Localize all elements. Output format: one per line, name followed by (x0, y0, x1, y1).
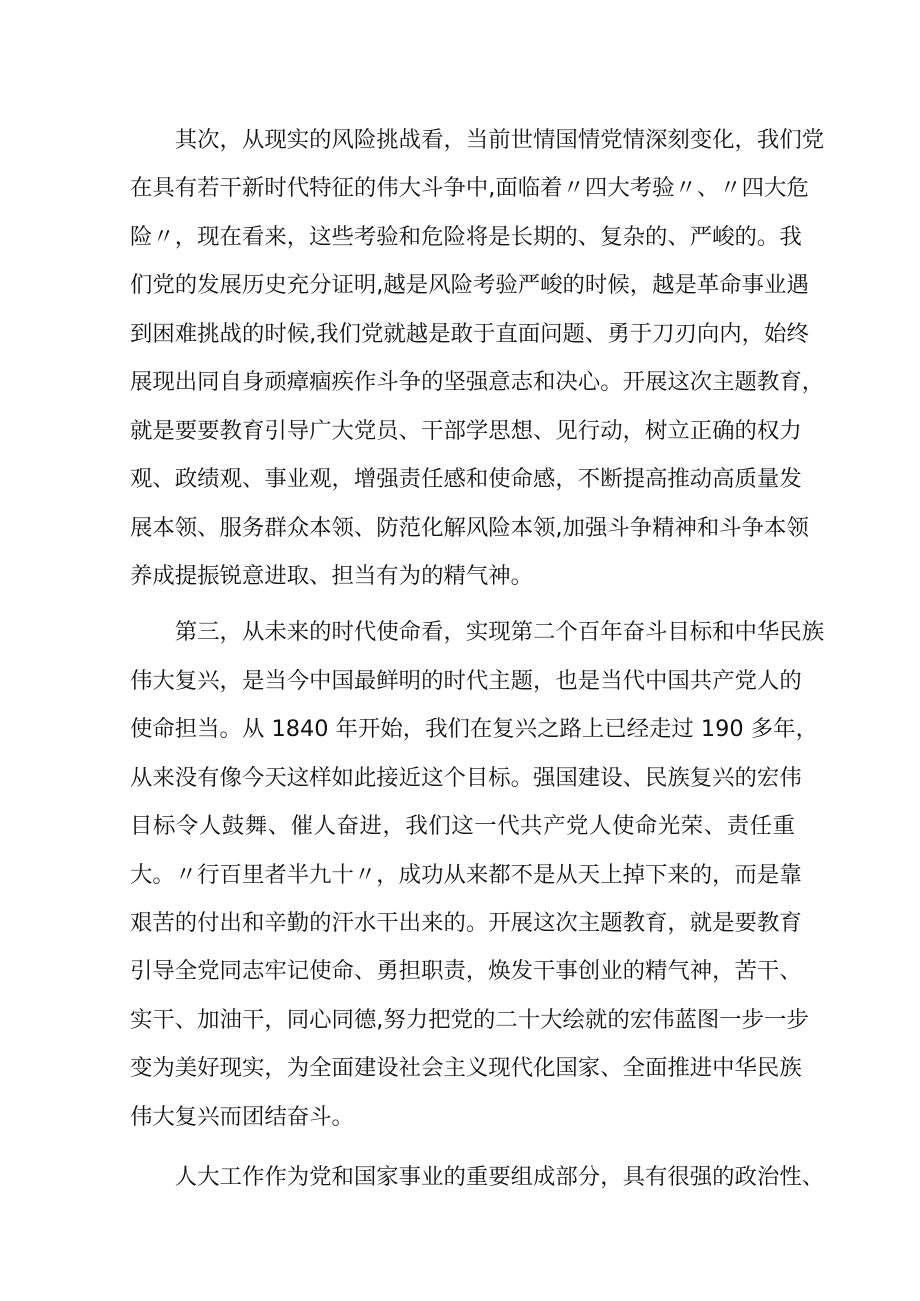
paragraph-risk-challenges (130, 116, 825, 600)
text-line: 实干、加油干，同心同德,努力把党的二十大绘就的宏伟蓝图一步一步 (130, 1006, 809, 1033)
text-line: 展现出同自身顽瘴痼疾作斗争的坚强意志和决心。开展这次主题教育， (130, 369, 825, 396)
text-line: 险〃，现在看来，这些考验和危险将是长期的、复杂的、严峻的。我 (130, 223, 802, 250)
text-line: 变为美好现实，为全面建设社会主义现代化国家、全面推进中华民族 (130, 1055, 802, 1082)
text-line: 艰苦的付出和辛勤的汗水干出来的。开展这次主题教育，就是要教育 (130, 910, 802, 936)
text-line: 人大工作作为党和国家事业的重要组成部分，具有很强的政治性、 (130, 1164, 825, 1191)
paragraph-npc-work (130, 1153, 825, 1201)
paragraph-spacer (130, 1141, 795, 1153)
text-line: 引导全党同志牢记使命、勇担职责，焕发干事创业的精气神，苦干、 (130, 958, 802, 985)
text-line: 到困难挑战的时候,我们党就越是敢于直面问题、勇于刀刃向内，始终 (130, 320, 809, 347)
text-line: 大。〃行百里者半九十〃，成功从来都不是从天上掉下来的，而是靠 (130, 861, 802, 888)
text-line: 目标令人鼓舞、催人奋进，我们这一代共产党人使命光荣、责任重 (130, 813, 795, 840)
document-body (130, 116, 825, 1202)
text-line: 观、政绩观、事业观，增强责任感和使命感，不断提高推动高质量发 (130, 466, 802, 493)
text-line: 在具有若干新时代特征的伟大斗争中,面临着〃四大考验〃、〃四大危 (130, 175, 809, 202)
text-line: 就是要要教育引导广大党员、干部学思想、见行动，树立正确的权力 (130, 417, 802, 444)
text-line: 其次，从现实的风险挑战看，当前世情国情党情深刻变化，我们党 (130, 127, 825, 153)
text-line: 展本领、服务群众本领、防范化解风险本领,加强斗争精神和斗争本领 (130, 514, 809, 541)
text-line: 们党的发展历史充分证明,越是风险考验严峻的时候，越是革命事业遇 (130, 272, 809, 299)
text-line: 从来没有像今天这样如此接近这个目标。强国建设、民族复兴的宏伟 (130, 764, 802, 791)
text-line: 第三，从未来的时代使命看，实现第二个百年奋斗目标和中华民族 (130, 619, 825, 646)
paragraph-spacer (130, 600, 795, 608)
text-line: 伟大复兴，是当今中国最鲜明的时代主题，也是当代中国共产党人的 (130, 667, 802, 694)
paragraph-future-mission (130, 608, 825, 1141)
text-line: 伟大复兴而团结奋斗。 (130, 1103, 354, 1130)
text-line: 使命担当。从 1840 年开始，我们在复兴之路上已经走过 190 多年， (130, 716, 818, 743)
text-line: 养成提振锐意进取、担当有为的精气神。 (130, 562, 534, 589)
